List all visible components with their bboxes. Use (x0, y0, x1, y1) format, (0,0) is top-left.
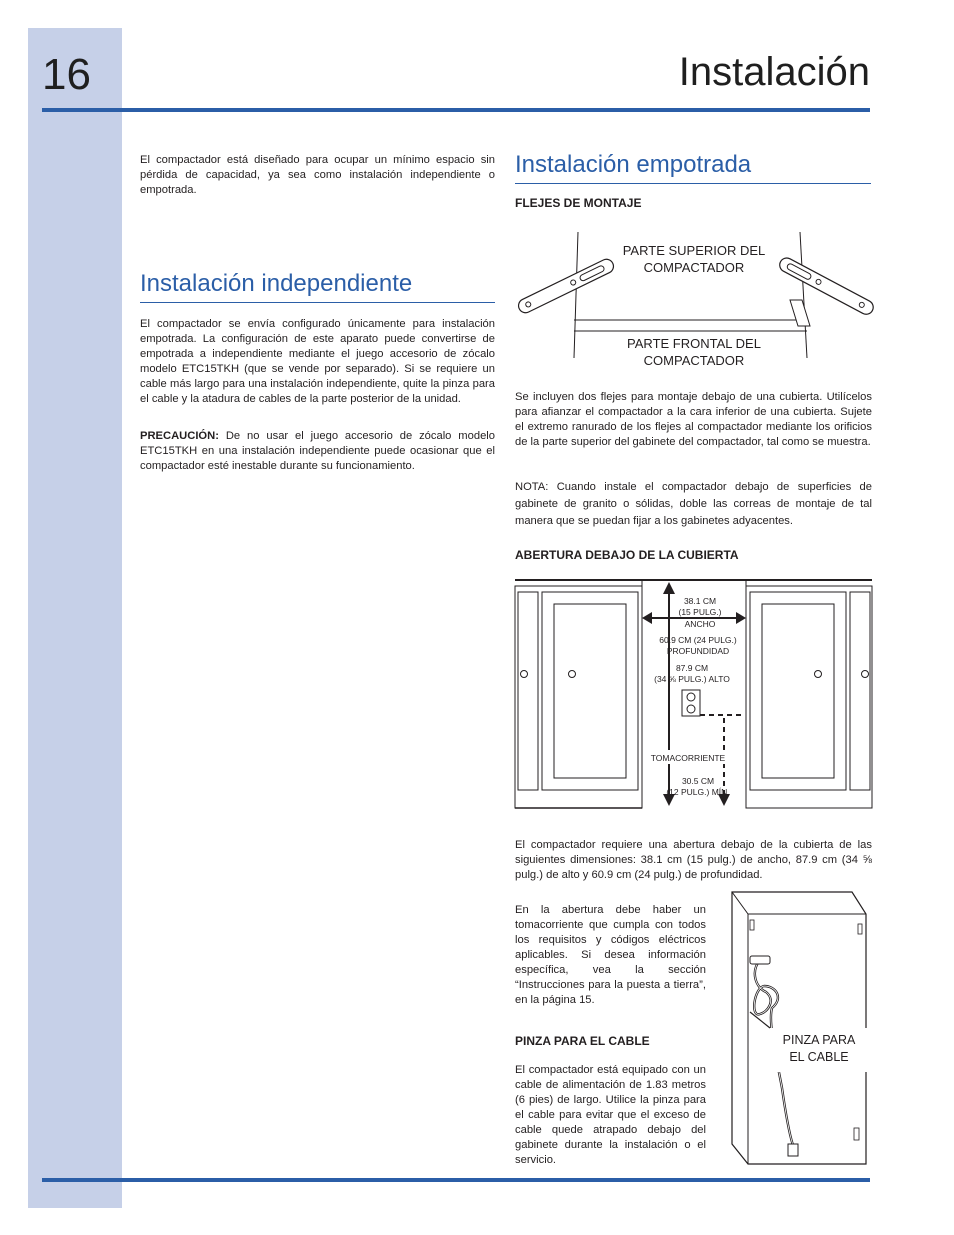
clamp-heading: PINZA PARA EL CABLE (515, 1034, 650, 1048)
fig2-depth-value: 60.9 CM (24 PULG.) (659, 635, 737, 645)
footer-rule (42, 1178, 870, 1182)
mounting-paragraph: Se incluyen dos flejes para montaje debajo de una cubierta. Utilícelos para afianzar el compactador a la cara inferior de una cubierta. Sujete el extremo ranurado de los flejes al compactador mediante los orificios de la parte superior del gabinete del compactador, tal como se muestra. (515, 391, 872, 448)
caution-paragraph (140, 429, 495, 474)
fig1-front-label-line2: COMPACTADOR (643, 353, 745, 368)
fig2-height-label: (34 ⅝ PULG.) ALTO (654, 674, 730, 684)
fig3-label-line1: PINZA PARA (782, 1033, 856, 1047)
page-number: 16 (42, 50, 91, 99)
caution-label: PRECAUCIÓN: (140, 430, 219, 442)
fig2-width-value: 38.1 CM (683, 596, 717, 606)
clamp-paragraph: El compactador está equipado con un cable de alimentación de 1.83 metros (6 pies) de largo. Utilice la pinza para el cable para evitar que el exceso de cable quede atrapado debajo del gabinete durante la instalación o el servicio. (515, 1064, 706, 1166)
note-paragraph: NOTA: Cuando instale el compactador debajo de superficies de gabinete de granito o sólidas, doble las correas de montaje de tal manera que se puedan fijar a los gabinetes adyacentes. (515, 481, 872, 527)
fig2-width-inches: (15 PULG.) (678, 607, 722, 617)
cable-clamp-figure (720, 888, 880, 1172)
header-rule (42, 108, 870, 112)
fig2-min-label: (12 PULG.) MÍN. (666, 787, 730, 797)
fig1-top-label-line2: COMPACTADOR (643, 260, 745, 275)
fig2-width-label: ANCHO (684, 619, 716, 629)
fig2-height-value: 87.9 CM (675, 663, 709, 673)
mounting-straps-figure (512, 228, 876, 380)
fig1-front-label-line1: PARTE FRONTAL DEL (627, 336, 761, 351)
fig2-min-value: 30.5 CM (681, 776, 715, 786)
freestanding-heading: Instalación independiente (140, 270, 495, 303)
fig3-label-line2: EL CABLE (789, 1050, 849, 1064)
freestanding-paragraph: El compactador se envía configurado únicamente para instalación empotrada. La configuración de este aparato puede convertirse de empotrada a independiente mediante el juego accesorio de zócalo modelo ETC15TKH (que se vende por separado). Si se requiere un cable más largo para una instalación independiente, quite la pinza para el cable y la atadura de cables de la parte posterior de la unidad. (140, 318, 495, 405)
outlet-paragraph: En la abertura debe haber un tomacorriente que cumpla con todos los requisitos y códigos eléctricos aplicables. Si desea información específica, vea la sección “Instrucciones para la puesta a tierra”, en la página 15. (515, 904, 706, 1006)
sidebar-band (28, 28, 122, 1208)
fig2-depth-label: PROFUNDIDAD (666, 646, 730, 656)
page-title: Instalación (678, 50, 870, 94)
intro-paragraph: El compactador está diseñado para ocupar un mínimo espacio sin pérdida de capacidad, ya sea como instalación independiente o empotrada. (140, 154, 495, 196)
builtin-heading: Instalación empotrada (515, 151, 871, 184)
opening-paragraph: El compactador requiere una abertura debajo de la cubierta de las siguientes dimensiones: 38.1 cm (15 pulg.) de ancho, 87.9 cm (34 ⅝ pulg.) de alto y 60.9 cm (24 pulg.) de profundidad. (515, 839, 872, 881)
opening-heading: ABERTURA DEBAJO DE LA CUBIERTA (515, 548, 739, 562)
fig1-top-label-line1: PARTE SUPERIOR DEL (622, 243, 766, 258)
fig2-outlet-label: TOMACORRIENTE (650, 753, 726, 763)
caution-text: De no usar el juego accesorio de zócalo modelo ETC15TKH en una instalación independiente puede ocasionar que el compactador esté inestable durante su funcionamiento. (140, 430, 495, 472)
mounting-heading: FLEJES DE MONTAJE (515, 196, 642, 210)
opening-figure (512, 570, 874, 832)
